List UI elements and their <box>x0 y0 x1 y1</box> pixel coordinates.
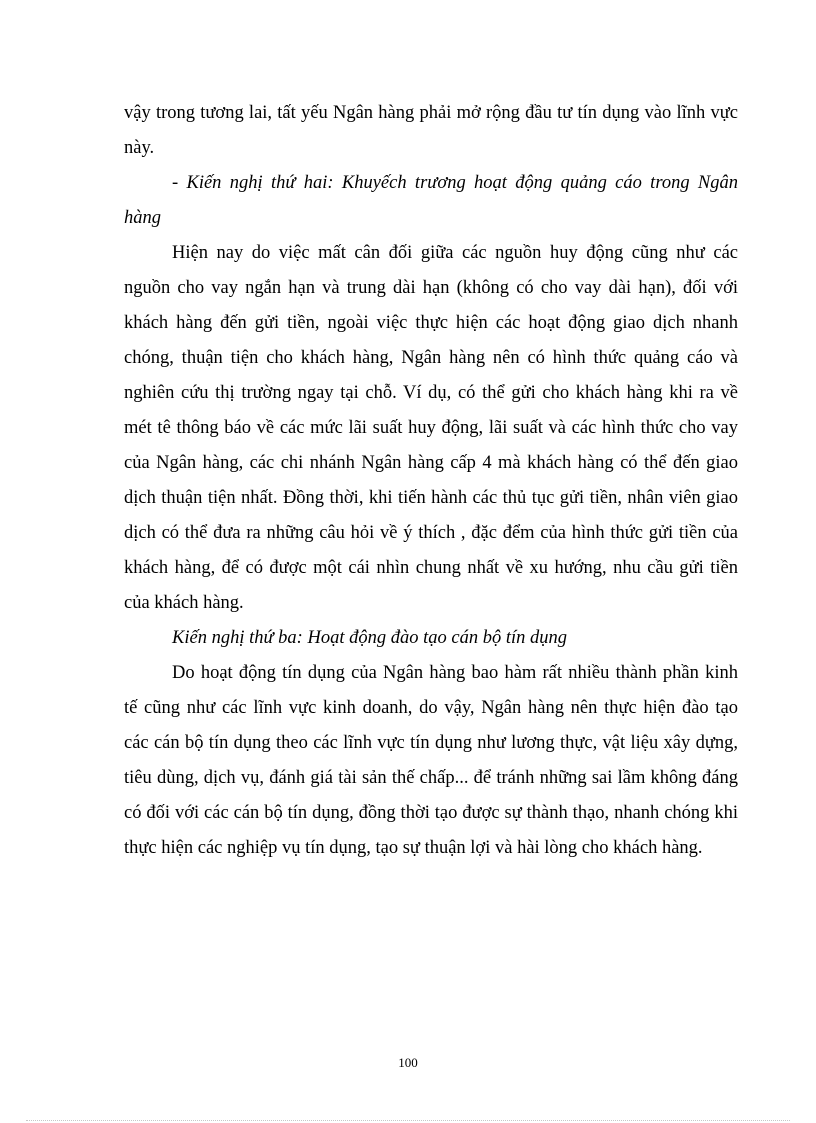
body-text-line: này. <box>124 138 155 158</box>
recommendation-heading-2: - Kiến nghị thứ hai: Khuyếch trương hoạt động quảng cáo trong Ngân <box>172 173 738 193</box>
body-text-line: tế cũng như các lĩnh vực kinh doanh, do vậy, Ngân hàng nên thực hiện đào tạo <box>124 698 738 718</box>
body-text-line: khách hàng, để có được một cái nhìn chung nhất về xu hướng, nhu cầu gửi tiền <box>124 558 738 578</box>
page-bottom-divider <box>26 1120 790 1121</box>
body-text-line: của Ngân hàng, các chi nhánh Ngân hàng cấp 4 mà khách hàng có thể đến giao <box>124 453 738 473</box>
body-text-line: khách hàng đến gửi tiền, ngoài việc thực hiện các hoạt động giao dịch nhanh <box>124 313 738 333</box>
body-text-line: thực hiện các nghiệp vụ tín dụng, tạo sự thuận lợi và hài lòng cho khách hàng. <box>124 838 703 858</box>
body-text-line: vậy trong tương lai, tất yếu Ngân hàng phải mở rộng đầu tư tín dụng vào lĩnh vực <box>124 103 738 123</box>
recommendation-heading-3: Kiến nghị thứ ba: Hoạt động đào tạo cán bộ tín dụng <box>172 628 567 648</box>
body-text-line: có đối với các cán bộ tín dụng, đồng thời tạo được sự thành thạo, nhanh chóng khi <box>124 803 738 823</box>
body-text-line: nghiên cứu thị trường ngay tại chỗ. Ví dụ, có thể gửi cho khách hàng khi ra về <box>124 383 738 403</box>
body-text-line: tiêu dùng, dịch vụ, đánh giá tài sản thế chấp... để tránh những sai lầm không đáng <box>124 768 738 788</box>
body-text-line: dịch có thể đưa ra những câu hỏi về ý thích , đặc đểm của hình thức gửi tiền của <box>124 523 738 543</box>
body-text-line: các cán bộ tín dụng theo các lĩnh vực tín dụng như lương thực, vật liệu xây dựng, <box>124 733 738 753</box>
body-text-line: nguồn cho vay ngắn hạn và trung dài hạn (không có cho vay dài hạn), đối với <box>124 278 738 298</box>
page-number: 100 <box>398 1055 418 1070</box>
body-text-line: Do hoạt động tín dụng của Ngân hàng bao hàm rất nhiều thành phần kinh <box>172 663 738 683</box>
body-text-line: chóng, thuận tiện cho khách hàng, Ngân hàng nên có hình thức quảng cáo và <box>124 348 738 368</box>
body-text-line: mét tê thông báo về các mức lãi suất huy động, lãi suất và các hình thức cho vay <box>124 418 738 438</box>
body-text-line: dịch thuận tiện nhất. Đồng thời, khi tiến hành các thủ tục gửi tiền, nhân viên giao <box>124 488 738 508</box>
body-text-line: của khách hàng. <box>124 593 244 613</box>
recommendation-heading-2-continued: hàng <box>124 208 161 228</box>
body-text-line: Hiện nay do việc mất cân đối giữa các nguồn huy động cũng như các <box>172 243 738 263</box>
